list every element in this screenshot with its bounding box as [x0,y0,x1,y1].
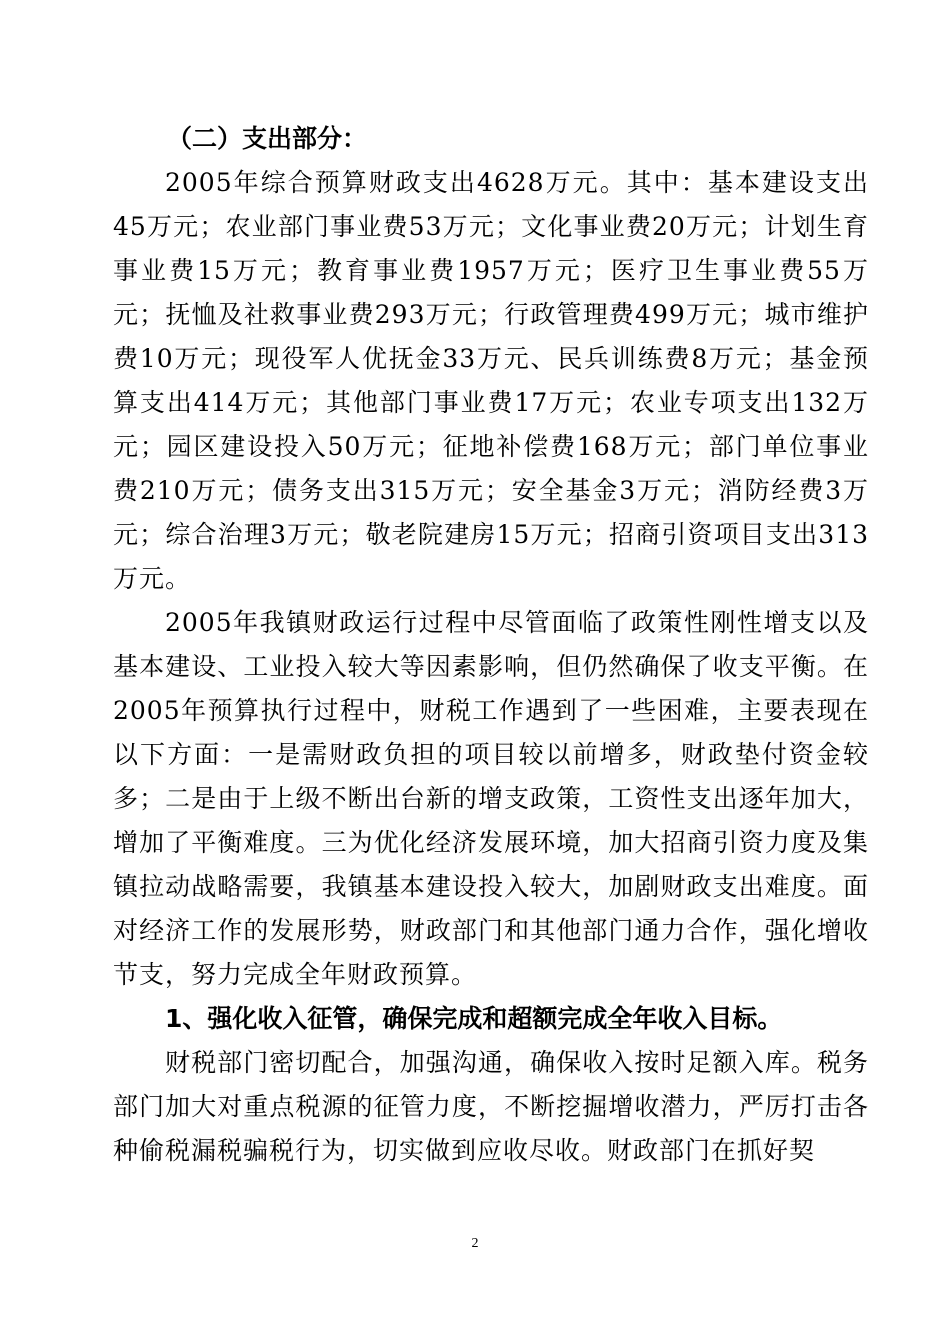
revenue-collection-paragraph: 财税部门密切配合，加强沟通，确保收入按时足额入库。税务部门加大对重点税源的征管力度，不断挖掘增收潜力，严厉打击各种偷税漏税骗税行为，切实做到应收尽收。财政部门在抓好契 [113,1048,869,1165]
budget-execution-paragraph: 2005年我镇财政运行过程中尽管面临了政策性刚性增支以及基本建设、工业投入较大等因素影响，但仍然确保了收支平衡。在2005年预算执行过程中，财税工作遇到了一些困难，主要表现在以下方面：一是需财政负担的项目较以前增多，财政垫付资金较多；二是由于上级不断出台新的增支政策，工资性支出逐年加大，增加了平衡难度。三为优化经济发展环境，加大招商引资力度及集镇拉动战略需要，我镇基本建设投入较大，加剧财政支出难度。面对经济工作的发展形势，财政部门和其他部门通力合作，强化增收节支，努力完成全年财政预算。 [113,608,869,989]
expenditure-paragraph: 2005年综合预算财政支出4628万元。其中：基本建设支出45万元；农业部门事业费53万元；文化事业费20万元；计划生育事业费15万元；教育事业费1957万元；医疗卫生事业费55万元；抚恤及社救事业费293万元；行政管理费499万元；城市维护费10万元；现役军人优抚金33万元、民兵训练费8万元；基金预算支出414万元；其他部门事业费17万元；农业专项支出132万元；园区建设投入50万元；征地补偿费168万元；部门单位事业费210万元；债务支出315万元；安全基金3万元；消防经费3万元；综合治理3万元；敬老院建房15万元；招商引资项目支出313万元。 [113,168,869,593]
subsection-heading: 1、强化收入征管，确保完成和超额完成全年收入目标。 [165,1004,783,1033]
section-heading: （二）支出部分： [167,124,368,153]
page-number: 2 [471,1236,479,1251]
page-content [113,117,869,1173]
